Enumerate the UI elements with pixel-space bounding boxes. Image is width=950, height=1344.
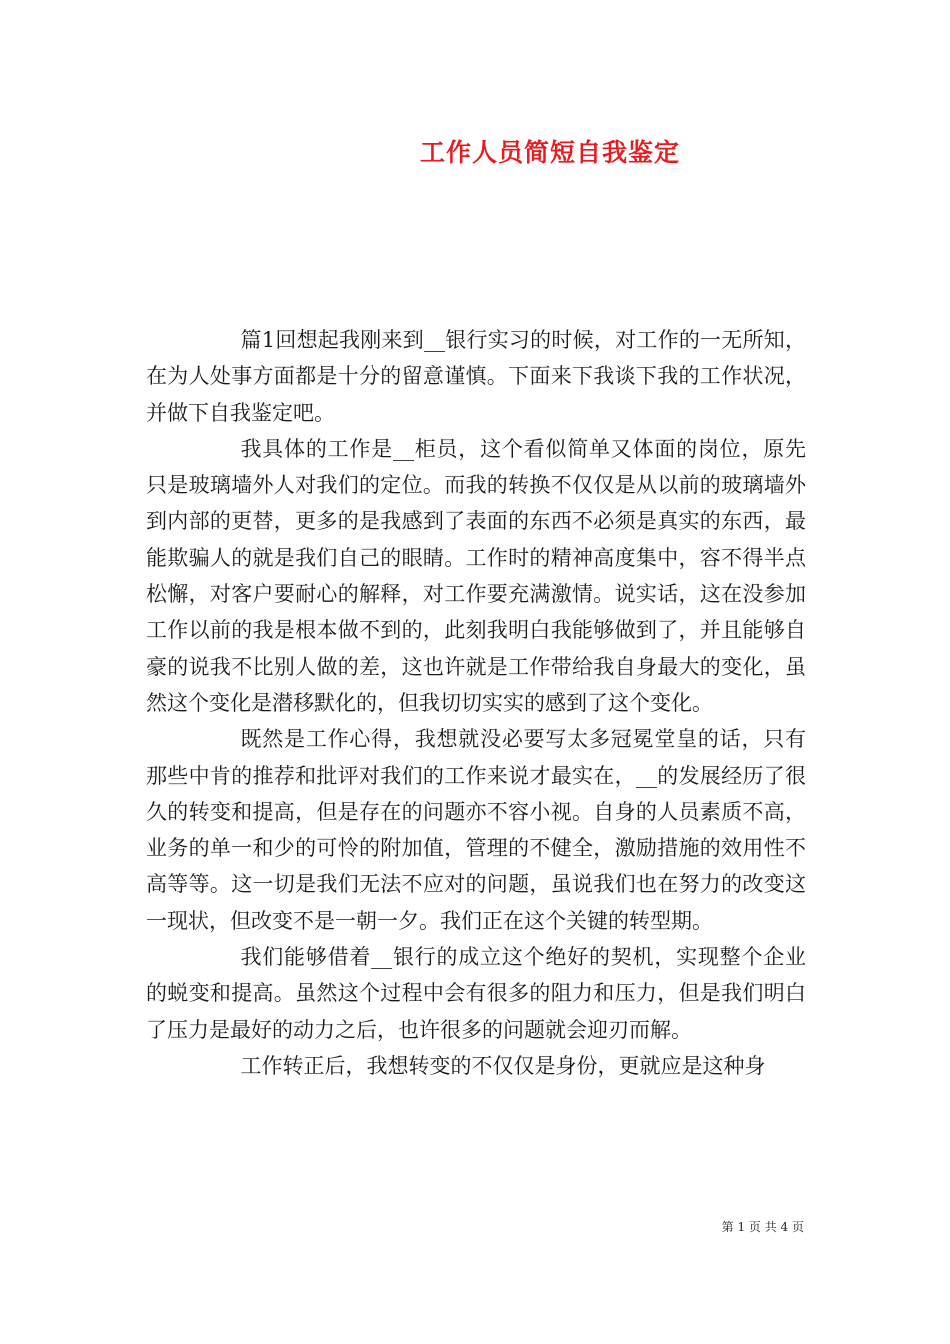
page-number-footer: 第 1 页 共 4 页	[721, 1220, 804, 1234]
paragraph: 篇1回想起我刚来到__银行实习的时候，对工作的一无所知，在为人处事方面都是十分的留意谨慎。下面来下我谈下我的工作状况，并做下自我鉴定吧。	[146, 328, 806, 425]
paragraph: 我具体的工作是__柜员，这个看似简单又体面的岗位，原先只是玻璃墙外人对我们的定位。而我的转换不仅仅是从以前的玻璃墙外到内部的更替，更多的是我感到了表面的东西不必须是真实的东西，最能欺骗人的就是我们自己的眼睛。工作时的精神高度集中，容不得半点松懈，对客户要耐心的解释，对工作要充满激情。说实话，这在没参加工作以前的我是根本做不到的，此刻我明白我能够做到了，并且能够自豪的说我不比别人做的差，这也许就是工作带给我自身最大的变化，虽然这个变化是潜移默化的，但我切切实实的感到了这个变化。	[146, 436, 806, 715]
paragraph: 既然是工作心得，我想就没必要写太多冠冕堂皇的话，只有那些中肯的推荐和批评对我们的工作来说才最实在，__的发展经历了很久的转变和提高，但是存在的问题亦不容小视。自身的人员素质不高，业务的单一和少的可怜的附加值，管理的不健全，激励措施的效用性不高等等。这一切是我们无法不应对的问题，虽说我们也在努力的改变这一现状，但改变不是一朝一夕。我们正在这个关键的转型期。	[146, 727, 806, 933]
document-body	[146, 322, 806, 1084]
paragraph: 工作转正后，我想转变的不仅仅是身份，更就应是这种身	[240, 1053, 766, 1078]
paragraph: 我们能够借着__银行的成立这个绝好的契机，实现整个企业的蜕变和提高。虽然这个过程中会有很多的阻力和压力，但是我们明白了压力是最好的动力之后，也许很多的问题就会迎刃而解。	[146, 945, 806, 1042]
document-title: 工作人员简短自我鉴定	[419, 138, 680, 167]
